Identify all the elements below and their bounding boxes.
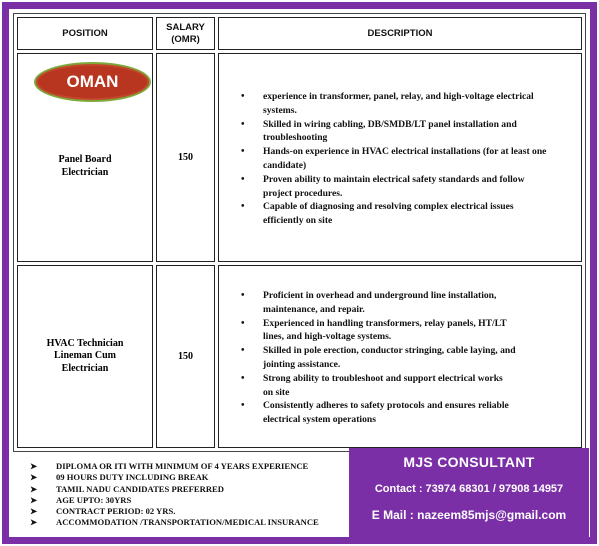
- header-salary-line1: SALARY: [166, 21, 205, 33]
- position-cell: [17, 53, 153, 262]
- poster-content: [9, 9, 590, 537]
- consultant-name: MJS CONSULTANT: [403, 454, 535, 470]
- requirement-text: TAMIL NADU CANDIDATES PREFERRED: [56, 483, 224, 494]
- description-cell: [218, 265, 582, 448]
- jobs-table: [13, 13, 586, 452]
- position-line: Electrician: [61, 166, 109, 178]
- requirement-text: DIPLOMA OR ITI WITH MINIMUM OF 4 YEARS EXPERIENCE: [56, 461, 309, 471]
- list-item: • Experienced in handling transformers, relay panels, HT/LT lines, and high-voltage systems.: [263, 317, 577, 345]
- requirement-text: ACCOMMODATION /TRANSPORTATION/MEDICAL INSURANCE: [56, 517, 319, 528]
- requirement-text: 09 HOURS DUTY INCLUDING BREAK: [56, 472, 209, 483]
- arrow-right-icon: ➤: [30, 461, 38, 471]
- list-item: • Consistently adheres to safety protocols and ensures reliable electrical system operations: [263, 399, 577, 427]
- requirements-list: [30, 461, 360, 529]
- arrow-right-icon: ➤: [30, 506, 38, 517]
- position-line: Lineman Cum: [54, 350, 116, 362]
- arrow-right-icon: ➤: [30, 483, 38, 494]
- country-badge: OMAN: [34, 62, 151, 102]
- description-cell: [218, 53, 582, 262]
- requirement-item: [30, 517, 360, 528]
- arrow-right-icon: ➤: [30, 472, 38, 483]
- header-description: DESCRIPTION: [218, 17, 582, 50]
- arrow-right-icon: ➤: [30, 494, 38, 505]
- poster-frame: [2, 2, 597, 544]
- list-item: • Skilled in wiring cabling, DB/SMDB/LT panel installation and troubleshooting: [263, 118, 577, 146]
- list-item: • Proficient in overhead and underground line installation, maintenance, and repair.: [263, 289, 577, 317]
- list-item: • Capable of diagnosing and resolving complex electrical issues efficiently on site: [263, 200, 577, 228]
- header-salary-line2: (OMR): [171, 33, 200, 45]
- position-cell: [17, 265, 153, 448]
- table-header-row: [17, 17, 582, 50]
- list-item: • Proven ability to maintain electrical safety standards and follow project procedures.: [263, 173, 577, 201]
- position-line: HVAC Technician: [46, 337, 124, 349]
- salary-cell: 150: [156, 265, 215, 448]
- requirement-item: [30, 461, 360, 472]
- position-line: Panel Board: [58, 154, 112, 165]
- requirement-item: [30, 472, 360, 483]
- header-position: POSITION: [17, 17, 153, 50]
- list-item: • experience in transformer, panel, relay, and high-voltage electrical systems.: [263, 90, 577, 118]
- requirement-item: [30, 506, 360, 517]
- description-list: [219, 286, 581, 427]
- list-item: • Skilled in pole erection, conductor stringing, cable laying, and jointing assistance.: [263, 344, 577, 372]
- contact-email: E Mail : nazeem85mjs@gmail.com: [371, 508, 567, 522]
- list-item: • Hands-on experience in HVAC electrical installations (for at least one candidate): [263, 145, 577, 173]
- arrow-right-icon: ➤: [30, 517, 38, 528]
- position-line: Electrician: [61, 362, 109, 374]
- description-list: [219, 87, 581, 228]
- header-salary: [156, 17, 215, 50]
- table-row: [17, 53, 582, 262]
- requirement-item: [30, 495, 360, 506]
- table-row: [17, 265, 582, 448]
- contact-phone: Contact : 73974 68301 / 97908 14957: [374, 483, 564, 495]
- requirement-text: CONTRACT PERIOD: 02 YRS.: [56, 506, 176, 517]
- position-title: [18, 136, 152, 179]
- requirement-text: AGE UPTO: 30YRS: [56, 494, 132, 505]
- requirement-item: [30, 484, 360, 495]
- salary-cell: 150: [156, 53, 215, 262]
- list-item: • Strong ability to troubleshoot and support electrical works on site: [263, 372, 577, 400]
- consultant-box: [349, 448, 589, 542]
